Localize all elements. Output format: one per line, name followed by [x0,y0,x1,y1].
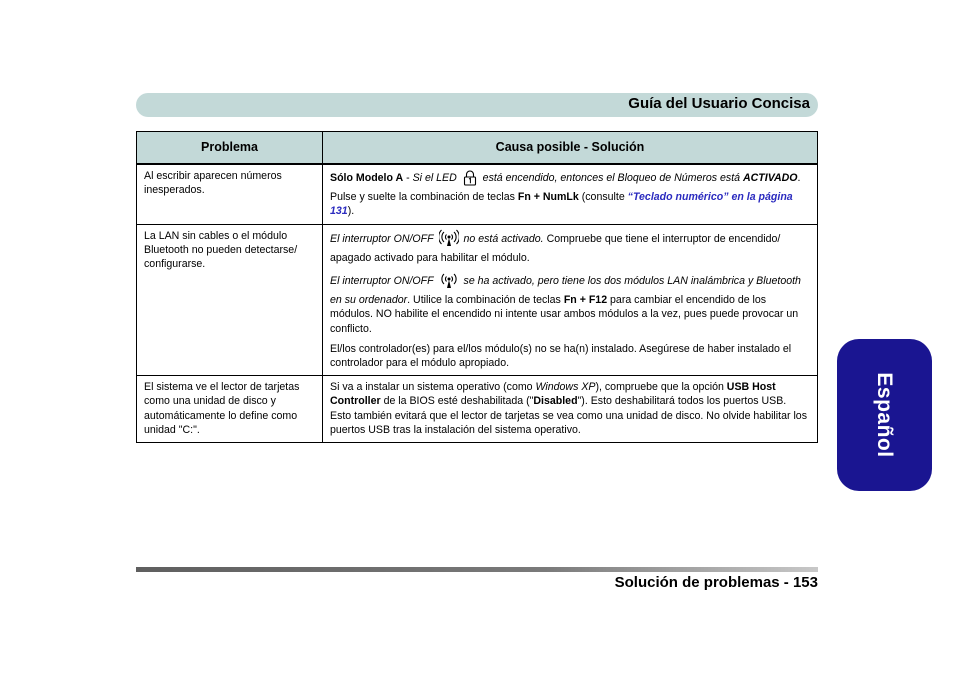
solution-cell [323,164,818,224]
header-title: Guía del Usuario Concisa [628,95,810,112]
wireless-icon [439,271,459,293]
solution-cell [323,224,818,376]
table-header-row [137,132,818,165]
header-band [136,93,818,117]
table-row [137,224,818,376]
language-side-tab[interactable] [837,339,932,491]
table-row [137,376,818,443]
column-header-problem: Problema [137,132,323,165]
problem-cell: Al escribir aparecen números inesperados. [137,164,323,224]
language-label: Español [873,372,896,458]
problem-cell: La LAN sin cables o el módulo Bluetooth no pueden detectarse/ configurarse. [137,224,323,376]
lock-icon [462,169,478,190]
solution-paragraph: Sólo Modelo A - Si el LED está encendido, entonces el Bloqueo de Números está ACTIVADO. Pulse y suelte la combinación de teclas Fn + NumLk (consulte “Teclado numérico” en la página 131). [330,169,810,219]
solution-cell [323,376,818,443]
troubleshooting-table [136,131,818,443]
solution-paragraph: El/los controlador(es) para el/los módulo(s) no se ha(n) instalado. Asegúrese de haber instalado el controlador para el módulo apropiado. [330,342,792,370]
wireless-icon [439,229,459,251]
table-row [137,164,818,224]
solution-paragraph: Si va a instalar un sistema operativo (como Windows XP), compruebe que la opción USB Host Controller de la BIOS esté deshabilitada ("Disabled"). Esto deshabilitará todos los puertos USB. Esto también evitará que el lector de tarjetas se vea como una unidad de disco. No olvide habilitar los puertos USB tras la instalación del sistema operativo. [330,381,807,436]
footer-page-title: Solución de problemas - 153 [614,574,818,591]
column-header-cause: Causa posible - Solución [323,132,818,165]
solution-paragraph: El interruptor ON/OFF no está activado. Compruebe que tiene el interruptor de encendido/ apagado activado para habilitar el módulo. [330,229,810,265]
problem-cell: El sistema ve el lector de tarjetas como una unidad de disco y automáticamente lo define como unidad "C:". [137,376,323,443]
cross-reference-link[interactable]: “Teclado numérico” en la página 131 [330,191,793,218]
footer-divider [136,567,818,572]
solution-paragraph: El interruptor ON/OFF se ha activado, pero tiene los dos módulos LAN inalámbrica y Bluetooth en su ordenador. Utilice la combinación de teclas Fn + F12 para cambiar el encendido de los módulos. NO habilite el encendido ni intente usar ambos módulos a la vez, pues puede provocar un conflicto. [330,271,810,336]
